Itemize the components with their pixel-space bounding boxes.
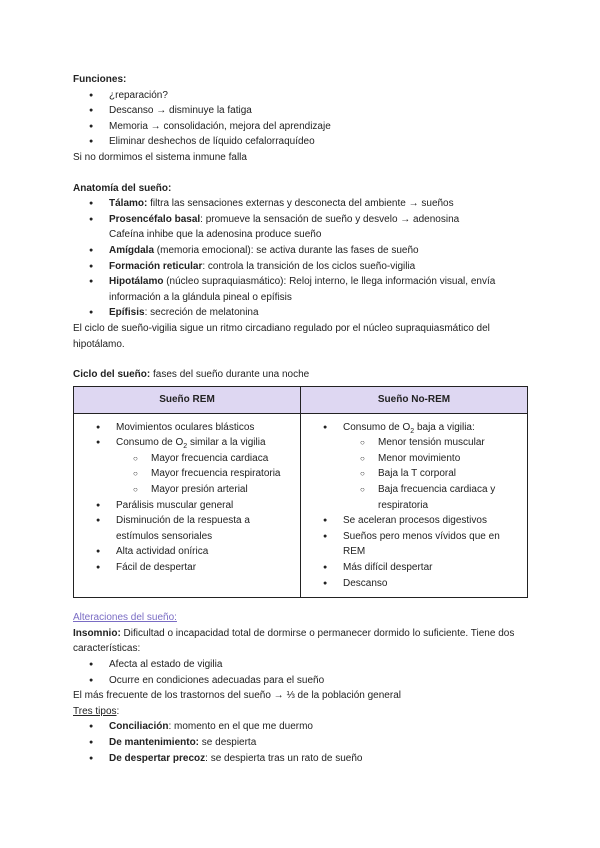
list-item (73, 274, 533, 305)
frequency-note: El más frecuente de los trastornos del sueño → ⅓ de la población general (73, 690, 401, 702)
norem-cell (301, 413, 528, 598)
anatomia-note: El ciclo de sueño-vigilia sigue un ritmo circadiano regulado por el núcleo supraquiasmático del hipotálamo. (73, 322, 490, 350)
desc: (núcleo supraquiasmático): Reloj interno, le llega información visual, envía información a la glándula pineal o epífisis (109, 276, 496, 303)
term: Tálamo: (109, 198, 148, 210)
desc: Dificultad o incapacidad total de dormirse o permanecer dormido lo suficiente. Tiene dos características: (73, 627, 515, 655)
list-item (73, 243, 533, 259)
text: similar a la vigilia (187, 437, 266, 449)
list-item: ● Movimientos oculares blásticos (74, 420, 294, 436)
sub-list-item: ○ Menor movimiento (343, 451, 521, 467)
alteraciones-heading[interactable]: Alteraciones del sueño: (73, 612, 177, 624)
list-item: ● Memoria → consolidación, mejora del aprendizaje (73, 119, 533, 135)
list-item (73, 305, 533, 321)
ciclo-title: Ciclo del sueño: (73, 369, 151, 381)
tipos-list (73, 719, 533, 766)
funciones-list (73, 88, 533, 150)
list-item (74, 435, 294, 497)
list-item: ● Se aceleran procesos digestivos (301, 513, 521, 529)
rem-cell (74, 413, 301, 598)
subscript: 2 (183, 443, 188, 451)
list-item (73, 259, 533, 275)
list-item (73, 735, 533, 751)
desc: (memoria emocional): se activa durante las fases de sueño (154, 244, 419, 256)
list-item: ● Disminución de la respuesta a estímulos sensoriales (74, 513, 294, 544)
desc: : momento en el que me duermo (168, 721, 313, 733)
sleep-cycle-table (73, 386, 528, 599)
list-item: ● Ocurre en condiciones adecuadas para el sueño (73, 673, 533, 689)
insomnio-paragraph (73, 626, 533, 657)
sub-list-item: ○ Mayor frecuencia respiratoria (116, 466, 294, 482)
ciclo-heading (73, 367, 533, 383)
funciones-heading: Funciones: (73, 74, 127, 85)
insomnio-list (73, 657, 533, 688)
list-item: ● Afecta al estado de vigilia (73, 657, 533, 673)
term: Amígdala (109, 244, 155, 256)
sub-list-item: ○ Baja la T corporal (343, 466, 521, 482)
term: Epífisis (109, 307, 145, 319)
sub-list-item: ○ Mayor presión arterial (116, 482, 294, 498)
anatomia-list (73, 196, 533, 321)
list-item: ● Fácil de despertar (74, 560, 294, 576)
desc: : controla la transición de los ciclos sueño-vigilia (202, 260, 416, 272)
desc: se despierta (199, 736, 257, 748)
list-item: ● Parálisis muscular general (74, 498, 294, 514)
colon: : (116, 705, 120, 717)
ciclo-subtitle: fases del sueño durante una noche (150, 369, 310, 381)
list-item (73, 196, 533, 212)
term: Hipotálamo (109, 276, 164, 288)
tipos-heading (73, 704, 533, 720)
term: Prosencéfalo basal (109, 213, 201, 225)
sub-list-item: ○ Mayor frecuencia cardiaca (116, 451, 294, 467)
list-item: ● Descanso → disminuye la fatiga (73, 103, 533, 119)
term: Conciliación (109, 721, 169, 733)
term: De mantenimiento: (109, 736, 200, 748)
desc: : secreción de melatonina (144, 307, 259, 319)
list-item (301, 420, 521, 514)
term: De despertar precoz (109, 752, 206, 764)
list-item: ● Alta actividad onírica (74, 544, 294, 560)
list-item: ● Eliminar deshechos de líquido cefalorraquídeo (73, 134, 533, 150)
term: Formación reticular (109, 260, 203, 272)
list-item (73, 719, 533, 735)
list-item: ● Descanso (301, 576, 521, 592)
desc: : se despierta tras un rato de sueño (205, 752, 363, 764)
term: Insomnio: (73, 627, 121, 639)
sub-list-item: ○ Baja frecuencia cardiaca y respiratoria (343, 482, 521, 513)
desc-extra: Cafeína inhibe que la adenosina produce sueño (109, 229, 322, 241)
norem-header: Sueño No-REM (301, 386, 528, 413)
funciones-note: Si no dormimos el sistema inmune falla (73, 151, 247, 163)
sub-list-item: ○ Menor tensión muscular (343, 435, 521, 451)
text: Consumo de O (116, 437, 184, 449)
text: baja a vigilia: (414, 421, 475, 433)
list-item: ● Sueños pero menos vívidos que en REM (301, 529, 521, 560)
anatomia-heading: Anatomía del sueño: (73, 182, 172, 194)
tipos-title: Tres tipos (73, 705, 117, 717)
desc: : promueve la sensación de sueño y desvelo → adenosina (200, 213, 460, 225)
list-item (73, 751, 533, 767)
document-page (73, 72, 533, 766)
desc: filtra las sensaciones externas y desconecta del ambiente → sueños (147, 198, 454, 210)
list-item: ● ¿reparación? (73, 88, 533, 104)
list-item: ● Más difícil despertar (301, 560, 521, 576)
subscript: 2 (410, 427, 415, 435)
rem-header: Sueño REM (74, 386, 301, 413)
list-item (73, 212, 533, 243)
text: Consumo de O (343, 421, 411, 433)
